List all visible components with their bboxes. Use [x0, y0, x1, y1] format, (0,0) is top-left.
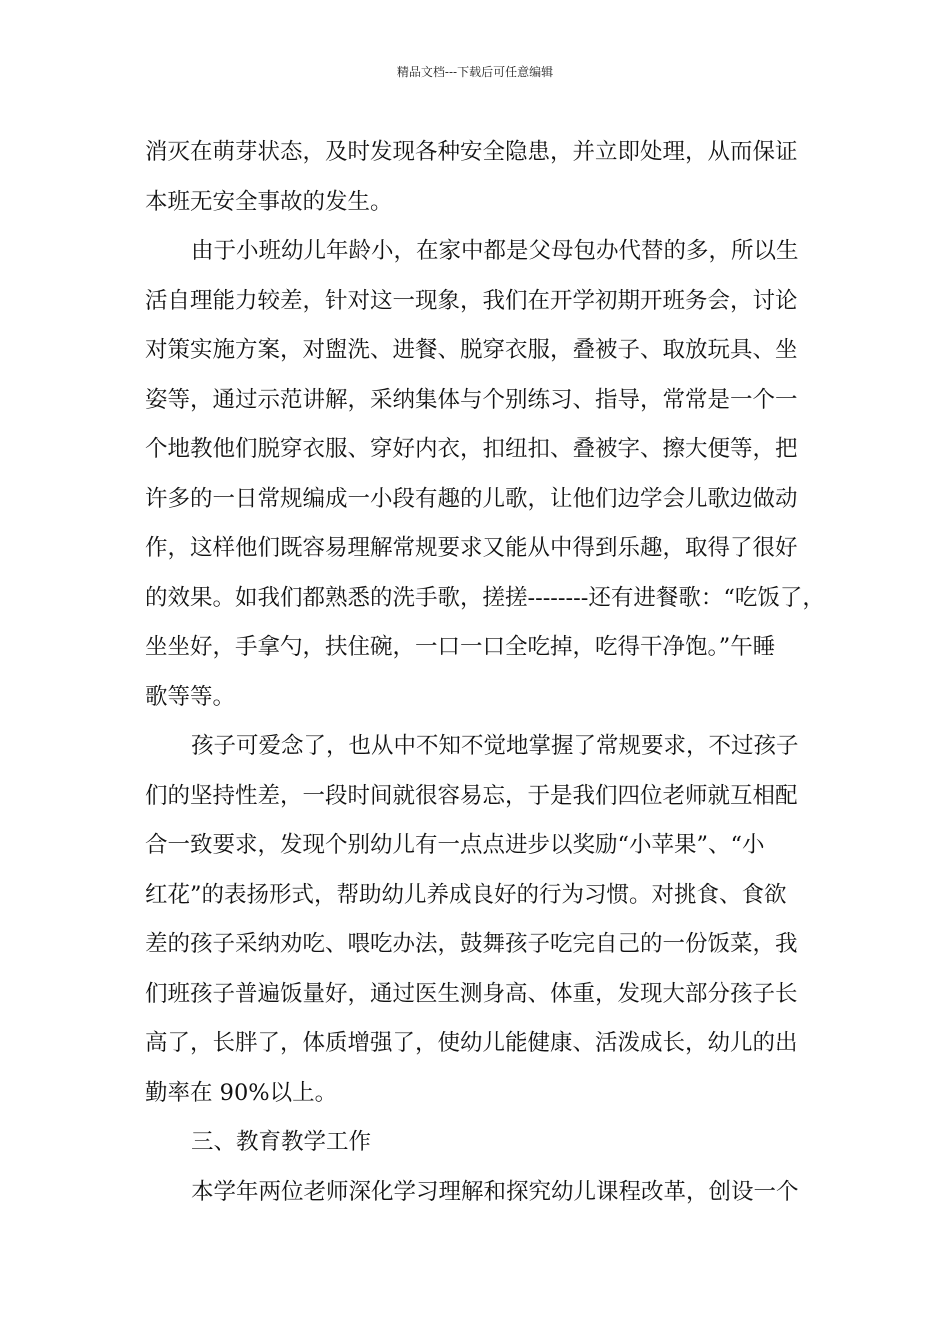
text-line: 们的坚持性差，一段时间就很容易忘，于是我们四位老师就互相配: [145, 782, 798, 809]
page-header: 精品文档---下载后可任意编辑: [396, 65, 554, 79]
text-line: 差的孩子采纳劝吃、喂吃办法，鼓舞孩子吃完自己的一份饭菜，我: [145, 931, 798, 957]
text-line: 对策实施方案，对盥洗、进餐、脱穿衣服，叠被子、取放玩具、坐: [145, 337, 798, 363]
text-line: 姿等，通过示范讲解，采纳集体与个别练习、指导，常常是一个一: [145, 386, 798, 413]
text-line: 的效果。如我们都熟悉的洗手歌，搓搓--------还有进餐歌：“吃饭了，: [145, 584, 825, 611]
section-heading: [145, 1118, 815, 1168]
text-line: 由于小班幼儿年龄小，在家中都是父母包办代替的多，所以生: [191, 238, 799, 264]
text-line: 活自理能力较差，针对这一现象，我们在开学初期开班务会，讨论: [145, 287, 798, 314]
text-line: 高了，长胖了，体质增强了，使幼儿能健康、活泼成长，幼儿的出: [145, 1030, 798, 1056]
paragraph: [145, 227, 825, 722]
document-body: [145, 128, 825, 1217]
paragraph: [145, 722, 815, 1118]
text-line: 歌等等。: [145, 683, 236, 710]
text-line: 们班孩子普遍饭量好，通过医生测身高、体重，发现大部分孩子长: [145, 980, 798, 1007]
text-line: 个地教他们脱穿衣服、穿好内衣，扣纽扣、叠被字、擦大便等，把: [145, 436, 798, 462]
text-line: 作，这样他们既容易理解常规要求又能从中得到乐趣，取得了很好: [145, 535, 798, 561]
text-line: 孩子可爱念了，也从中不知不觉地掌握了常规要求，不过孩子: [191, 733, 799, 759]
text-line: 坐坐好，手拿勺，扶住碗，一口一口全吃掉，吃得干净饱。”午睡: [145, 634, 776, 660]
text-line: 消灭在萌芽状态，及时发现各种安全隐患，并立即处理，从而保证: [145, 139, 798, 165]
text-line: 本班无安全事故的发生。: [145, 188, 393, 215]
text-line: 许多的一日常规编成一小段有趣的儿歌，让他们边学会儿歌边做动: [145, 485, 798, 512]
paragraph: [145, 1168, 815, 1218]
text-line: 合一致要求，发现个别幼儿有一点点进步以奖励“小苹果”、“小: [145, 832, 765, 858]
text-line: 红花”的表扬形式，帮助幼儿养成良好的行为习惯。对挑食、食欲: [145, 881, 787, 908]
section-heading-text: 三、教育教学工作: [191, 1129, 372, 1155]
text-line: 勤率在 90%以上。: [145, 1079, 338, 1106]
paragraph: [145, 128, 815, 227]
text-line: 本学年两位老师深化学习理解和探究幼儿课程改革，创设一个: [191, 1178, 799, 1205]
